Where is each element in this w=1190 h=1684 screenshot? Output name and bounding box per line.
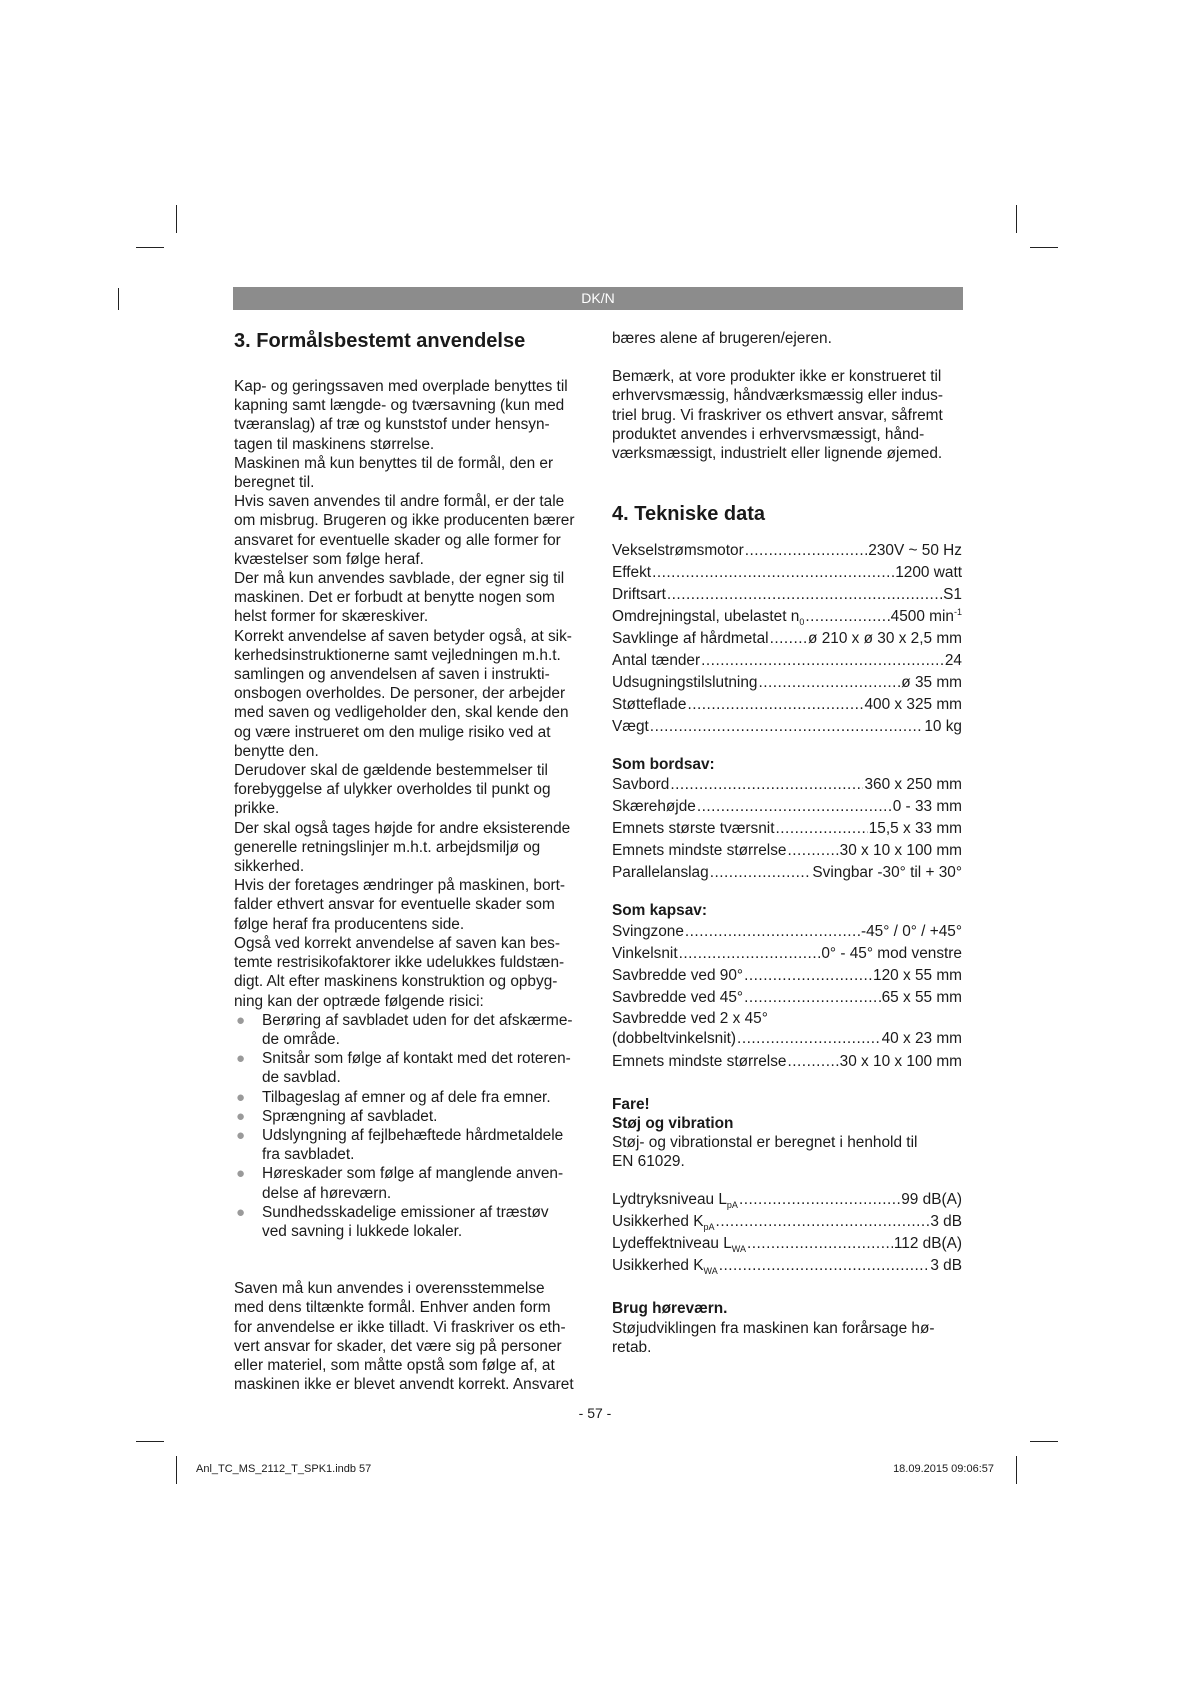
spec-row — [612, 862, 962, 884]
bullet-icon: ● — [236, 1011, 246, 1029]
disclaimer-note — [612, 367, 962, 463]
spec-value — [864, 694, 962, 716]
leader-dots — [744, 987, 881, 1009]
spec-value-text: 10 kg — [924, 718, 962, 736]
spec-value — [812, 862, 962, 884]
list-item — [234, 1126, 582, 1164]
spec-label-text: Savklinge af hårdmetal — [612, 630, 769, 648]
text-line: Derudover skal de gældende bestemmelser til — [234, 762, 548, 780]
text-line: generelle retningslinjer m.h.t. arbejdsmiljø og — [234, 838, 541, 856]
leader-dots — [787, 1051, 838, 1073]
spec-row — [612, 562, 962, 584]
text-line: eller materiel, som måtte opstå som følge af, at — [234, 1356, 555, 1374]
leader-dots — [716, 1211, 930, 1233]
spec-label: (dobbeltvinkelsnit) — [612, 1029, 737, 1047]
leader-dots — [737, 1029, 881, 1049]
spec-row — [612, 628, 962, 650]
spec-label — [612, 1255, 718, 1277]
spec-value — [891, 606, 962, 628]
spec-label-text: Skærehøjde — [612, 798, 696, 816]
spec-value-text: ø 35 mm — [901, 674, 962, 692]
list-item-text: Tilbageslag af emner og af dele fra emner. — [262, 1088, 551, 1106]
subheading-hearing-protection: Brug høreværn. — [612, 1300, 728, 1318]
spec-value-text: 3 dB — [930, 1257, 962, 1275]
crop-mark — [136, 247, 164, 248]
list-item-text: fra savbladet. — [262, 1146, 355, 1164]
text-line: maskinen ikke er blevet anvendt korrekt. Ansvaret — [234, 1376, 574, 1394]
bullet-icon: ● — [236, 1088, 246, 1106]
text-line: og være instrueret om den mulige risiko ved at — [234, 723, 551, 741]
spec-row — [612, 796, 962, 818]
text-line: tværanslag) af træ og kunststof under hensyn- — [234, 416, 550, 434]
spec-value — [868, 540, 962, 562]
spec-value-text: 24 — [944, 652, 962, 670]
risk-list — [234, 1011, 582, 1241]
text-line: Støjudviklingen fra maskinen kan forårsage hø- — [612, 1319, 935, 1337]
spec-row — [612, 818, 962, 840]
continuation-text: bæres alene af brugeren/ejeren. — [612, 330, 832, 347]
spec-value — [945, 650, 962, 672]
spec-row — [612, 921, 962, 943]
spec-label — [612, 1211, 715, 1233]
list-item — [234, 1011, 582, 1049]
leader-dots — [710, 862, 812, 884]
text-line: EN 61029. — [612, 1153, 685, 1171]
spec-value-text: 360 x 250 mm — [864, 776, 962, 794]
spec-value — [901, 1189, 962, 1211]
spec-label-text: Svingzone — [612, 922, 684, 940]
text-line: Saven må kun anvendes i overensstemmelse — [234, 1280, 545, 1298]
warning-title: Fare! — [612, 1095, 650, 1113]
text-line: værksmæssigt, industrielt eller lignende øjemed. — [612, 445, 943, 463]
spec-value — [808, 628, 962, 650]
spec-value-text: 0 - 33 mm — [892, 798, 962, 816]
crop-mark — [176, 1456, 177, 1484]
text-line: sikkerhed. — [234, 858, 305, 876]
text-line: vert ansvar for skader, det være sig på personer — [234, 1337, 562, 1355]
crop-mark — [1030, 247, 1058, 248]
text-line: onsbogen overholdes. De personer, der arbejder — [234, 685, 566, 703]
spec-table-table-saw — [612, 774, 962, 884]
list-item-text: Snitsår som følge af kontakt med det roteren- — [262, 1050, 571, 1068]
spec-label — [612, 694, 686, 716]
spec-table-main — [612, 540, 962, 738]
right-column — [612, 329, 962, 1357]
list-item — [234, 1049, 582, 1087]
spec-value-text: 65 x 55 mm — [881, 988, 962, 1006]
registration-mark — [118, 288, 119, 310]
subheading-mitre-saw: Som kapsav: — [612, 902, 707, 920]
text-line: Hvis der foretages ændringer på maskinen, bort- — [234, 877, 566, 895]
text-line: falder ethvert ansvar for eventuelle skader som — [234, 896, 555, 914]
text-line: Maskinen må kun benyttes til de formål, den er — [234, 454, 554, 472]
text-line: produktet anvendes i erhvervsmæssigt, hånd- — [612, 425, 925, 443]
text-line: for anvendelse er ikke tilladt. Vi fraskriver os eth- — [234, 1318, 566, 1336]
spec-label-text: Udsugningstilslutning — [612, 674, 758, 692]
text-line: om misbrug. Brugeren og ikke producenten bærer — [234, 512, 575, 530]
spec-value — [873, 965, 962, 987]
spec-value — [869, 818, 962, 840]
spec-row — [612, 1189, 962, 1211]
print-timestamp: 18.09.2015 09:06:57 — [893, 1463, 994, 1475]
text-line: forebyggelse af ulykker overholdes til punkt og — [234, 781, 551, 799]
text-line: Korrekt anvendelse af saven betyder også, at sik- — [234, 627, 572, 645]
bullet-icon: ● — [236, 1126, 246, 1144]
spec-value — [930, 1255, 962, 1277]
spec-label — [612, 965, 743, 987]
spec-label-text: Vekselstrømsmotor — [612, 542, 744, 560]
text-line: Der må kun anvendes savblade, der egner sig til — [234, 570, 565, 588]
spec-superscript: -1 — [953, 607, 962, 618]
spec-value-text: 112 dB(A) — [893, 1235, 962, 1253]
text-line: Bemærk, at vore produkter ikke er konstrueret til — [612, 368, 942, 386]
noise-intro-text — [612, 1133, 962, 1171]
spec-label-text: Lydtryksniveau L — [612, 1191, 727, 1209]
crop-mark — [176, 205, 177, 233]
spec-subscript: WA — [731, 1244, 746, 1255]
spec-value-text: 0° - 45° mod venstre — [821, 944, 962, 962]
spec-label — [612, 584, 666, 606]
text-line: helst former for skæreskiver. — [234, 608, 429, 626]
spec-row — [612, 1233, 962, 1255]
bullet-icon: ● — [236, 1165, 246, 1183]
spec-value-text: 120 x 55 mm — [873, 966, 962, 984]
spec-value — [943, 584, 962, 606]
hearing-protection-text — [612, 1319, 962, 1357]
spec-value — [861, 921, 962, 943]
text-line: Støj- og vibrationstal er beregnet i henhold til — [612, 1134, 918, 1152]
leader-dots — [770, 628, 807, 650]
spec-label-text: Savbredde ved 90° — [612, 966, 744, 984]
spec-label — [612, 628, 769, 650]
spec-row — [612, 774, 962, 796]
spec-label — [612, 987, 743, 1009]
spec-value — [840, 840, 962, 862]
spec-label — [612, 650, 700, 672]
text-line: temte restrisikofaktorer ikke udelukkes fuldstæn- — [234, 954, 565, 972]
subheading-noise-vibration: Støj og vibration — [612, 1114, 734, 1132]
text-line: prikke. — [234, 800, 280, 818]
text-line: kerhedsinstruktionerne samt vejledningen m.h.t. — [234, 646, 561, 664]
spec-value — [901, 672, 962, 694]
list-item-text: Udslyngning af fejlbehæftede hårdmetaldele — [262, 1126, 564, 1144]
spec-label-text: Parallelanslag — [612, 864, 709, 882]
spec-row — [612, 1051, 962, 1073]
spec-value — [821, 943, 962, 965]
list-item-text: delse af høreværn. — [262, 1184, 392, 1202]
spec-subscript: WA — [703, 1266, 718, 1277]
spec-row — [612, 987, 962, 1009]
bullet-icon: ● — [236, 1107, 246, 1125]
spec-label: Emnets mindste størrelse — [612, 1052, 787, 1070]
text-line: Der skal også tages højde for andre eksisterende — [234, 819, 571, 837]
list-item-text: de savblad. — [262, 1069, 341, 1087]
leader-dots — [776, 818, 868, 840]
spec-row — [612, 672, 962, 694]
spec-row — [612, 540, 962, 562]
text-line: Kap- og geringssaven med overplade benyttes til — [234, 378, 568, 395]
spec-subscript: pA — [726, 1200, 738, 1211]
leader-dots — [687, 694, 863, 716]
spec-label — [612, 716, 649, 738]
spec-value — [895, 562, 962, 584]
text-line: kvæstelser som følge heraf. — [234, 550, 424, 568]
list-item — [234, 1088, 582, 1107]
spec-label — [612, 1189, 738, 1211]
leader-dots — [744, 965, 872, 987]
spec-label — [612, 818, 775, 840]
spec-label: Savbredde ved 2 x 45° — [612, 1009, 768, 1027]
spec-value-text: Svingbar -30° til + 30° — [812, 864, 962, 882]
text-line: triel brug. Vi fraskriver os ethvert ansvar, såfremt — [612, 406, 943, 424]
bullet-icon: ● — [236, 1203, 246, 1221]
spec-label — [612, 562, 651, 584]
text-line: kapning samt længde- og tværsavning (kun med — [234, 397, 565, 415]
spec-value: 30 x 10 x 100 mm — [839, 1052, 962, 1070]
spec-value-text: 230V ~ 50 Hz — [868, 542, 962, 560]
leader-dots — [805, 606, 889, 628]
text-line: maskinen. Det er forbudt at benytte nogen som — [234, 589, 555, 607]
spec-row — [612, 1255, 962, 1277]
spec-subscript: 0 — [799, 617, 805, 628]
spec-row — [612, 1211, 962, 1233]
leader-dots — [670, 774, 863, 796]
list-item-text: Sprængning af savbladet. — [262, 1107, 438, 1125]
spec-value-text: 4500 min — [890, 608, 954, 626]
spec-label-text: Usikkerhed K — [612, 1213, 704, 1231]
leader-dots — [685, 921, 860, 943]
crop-mark — [1016, 205, 1017, 233]
spec-value-text: 99 dB(A) — [901, 1191, 962, 1209]
list-item-text: Berøring af savbladet uden for det afskærme- — [262, 1011, 573, 1029]
spec-value-text: 15,5 x 33 mm — [868, 820, 962, 838]
leader-dots — [745, 540, 868, 562]
leader-dots — [787, 840, 838, 862]
text-line: retab. — [612, 1338, 652, 1356]
leader-dots — [650, 716, 924, 738]
text-line: erhvervsmæssig, håndværksmæssig eller indus- — [612, 387, 944, 405]
spec-row — [612, 716, 962, 738]
leader-dots — [701, 650, 944, 672]
spec-label — [612, 840, 786, 862]
list-item-text: de område. — [262, 1030, 340, 1048]
section-heading-technical-data: 4. Tekniske data — [612, 503, 766, 526]
spec-label-text: Usikkerhed K — [612, 1257, 704, 1275]
bullet-icon: ● — [236, 1050, 246, 1068]
spec-label-text: Omdrejningstal, ubelastet n — [612, 608, 800, 626]
leader-dots — [667, 584, 942, 606]
closing-text — [234, 1279, 582, 1394]
text-line: ning kan der optræde følgende risici: — [234, 992, 484, 1010]
list-item-text: ved savning i lukkede lokaler. — [262, 1222, 463, 1240]
spec-label-text: Støtteflade — [612, 696, 687, 714]
spec-label — [612, 862, 709, 884]
spec-subscript: pA — [703, 1222, 715, 1233]
spec-row — [612, 606, 962, 628]
file-name-slug: Anl_TC_MS_2112_T_SPK1.indb 57 — [196, 1463, 372, 1475]
spec-row — [612, 965, 962, 987]
spec-row — [612, 584, 962, 606]
spec-label — [612, 606, 804, 628]
text-line: samlingen og anvendelsen af saven i instrukti- — [234, 666, 550, 684]
text-line: med dens tiltænkte formål. Enhver anden form — [234, 1299, 551, 1317]
leader-dots — [747, 1233, 893, 1255]
spec-row — [612, 840, 962, 862]
text-line: med saven og vedligeholder den, skal kende den — [234, 704, 569, 722]
spec-label-text: Antal tænder — [612, 652, 701, 670]
spec-value — [864, 774, 962, 796]
text-line: beregnet til. — [234, 474, 315, 492]
leader-dots — [697, 796, 892, 818]
spec-value — [893, 796, 962, 818]
leader-dots — [719, 1255, 930, 1277]
subheading-table-saw: Som bordsav: — [612, 756, 715, 774]
crop-mark — [1030, 1441, 1058, 1442]
list-item — [234, 1203, 582, 1241]
spec-value — [882, 987, 962, 1009]
spec-row — [612, 694, 962, 716]
spec-value-text: 30 x 10 x 100 mm — [839, 842, 962, 860]
spec-label-text: Effekt — [612, 564, 652, 582]
spec-label-text: Vinkelsnit — [612, 944, 678, 962]
spec-label — [612, 540, 744, 562]
list-item-text: Sundhedsskadelige emissioner af træstøv — [262, 1203, 549, 1221]
spec-label-text: Savbredde ved 45° — [612, 988, 744, 1006]
spec-label-text: Emnets største tværsnit — [612, 820, 775, 838]
spec-value-text: 400 x 325 mm — [864, 696, 962, 714]
spec-label — [612, 774, 669, 796]
spec-row — [612, 650, 962, 672]
spec-row — [612, 943, 962, 965]
spec-label-text: Emnets mindste størrelse — [612, 842, 787, 860]
leader-dots — [739, 1189, 900, 1211]
spec-label-text: Driftsart — [612, 586, 666, 604]
text-line: Hvis saven anvendes til andre formål, er der tale — [234, 493, 565, 511]
left-column — [234, 328, 582, 1394]
spec-value-text: -45° / 0° / +45° — [860, 922, 962, 940]
spec-value-text: 1200 watt — [895, 564, 962, 582]
spec-row — [612, 1009, 962, 1049]
spec-value-text: ø 210 x ø 30 x 2,5 mm — [808, 630, 962, 648]
spec-label-text: Lydeffektniveau L — [612, 1235, 732, 1253]
spec-value-text: S1 — [943, 586, 962, 604]
intended-use-text — [234, 377, 582, 1011]
language-header-band: DK/N — [233, 287, 963, 310]
spec-label — [612, 921, 684, 943]
text-line: benytte den. — [234, 742, 319, 760]
crop-mark — [136, 1441, 164, 1442]
spec-label — [612, 1233, 746, 1255]
spec-label — [612, 796, 696, 818]
spec-value — [894, 1233, 962, 1255]
leader-dots — [679, 943, 821, 965]
text-line: digt. Alt efter maskinens konstruktion og opbyg- — [234, 973, 558, 991]
page-number: - 57 - — [578, 1405, 612, 1421]
list-item-text: Høreskader som følge af manglende anven- — [262, 1165, 564, 1183]
spec-value — [930, 1211, 962, 1233]
text-line: Også ved korrekt anvendelse af saven kan bes- — [234, 934, 560, 952]
spec-table-noise — [612, 1189, 962, 1277]
spec-value-text: 3 dB — [930, 1213, 962, 1231]
list-item — [234, 1107, 582, 1126]
text-line: tagen til maskinens størrelse. — [234, 435, 435, 453]
text-line: følge heraf fra producentens side. — [234, 915, 465, 933]
crop-mark — [1016, 1456, 1017, 1484]
list-item — [234, 1164, 582, 1202]
spec-label-text: Savbord — [612, 776, 670, 794]
leader-dots — [652, 562, 894, 584]
spec-value: 40 x 23 mm — [881, 1029, 962, 1047]
spec-value — [924, 716, 962, 738]
spec-label — [612, 943, 678, 965]
leader-dots — [758, 672, 900, 694]
section-heading-intended-use: 3. Formålsbestemt anvendelse — [234, 330, 526, 352]
spec-label-text: Vægt — [612, 718, 649, 736]
spec-table-mitre-saw — [612, 921, 962, 1009]
text-line: ansvaret for eventuelle skader og alle former for — [234, 531, 561, 549]
spec-label — [612, 672, 757, 694]
